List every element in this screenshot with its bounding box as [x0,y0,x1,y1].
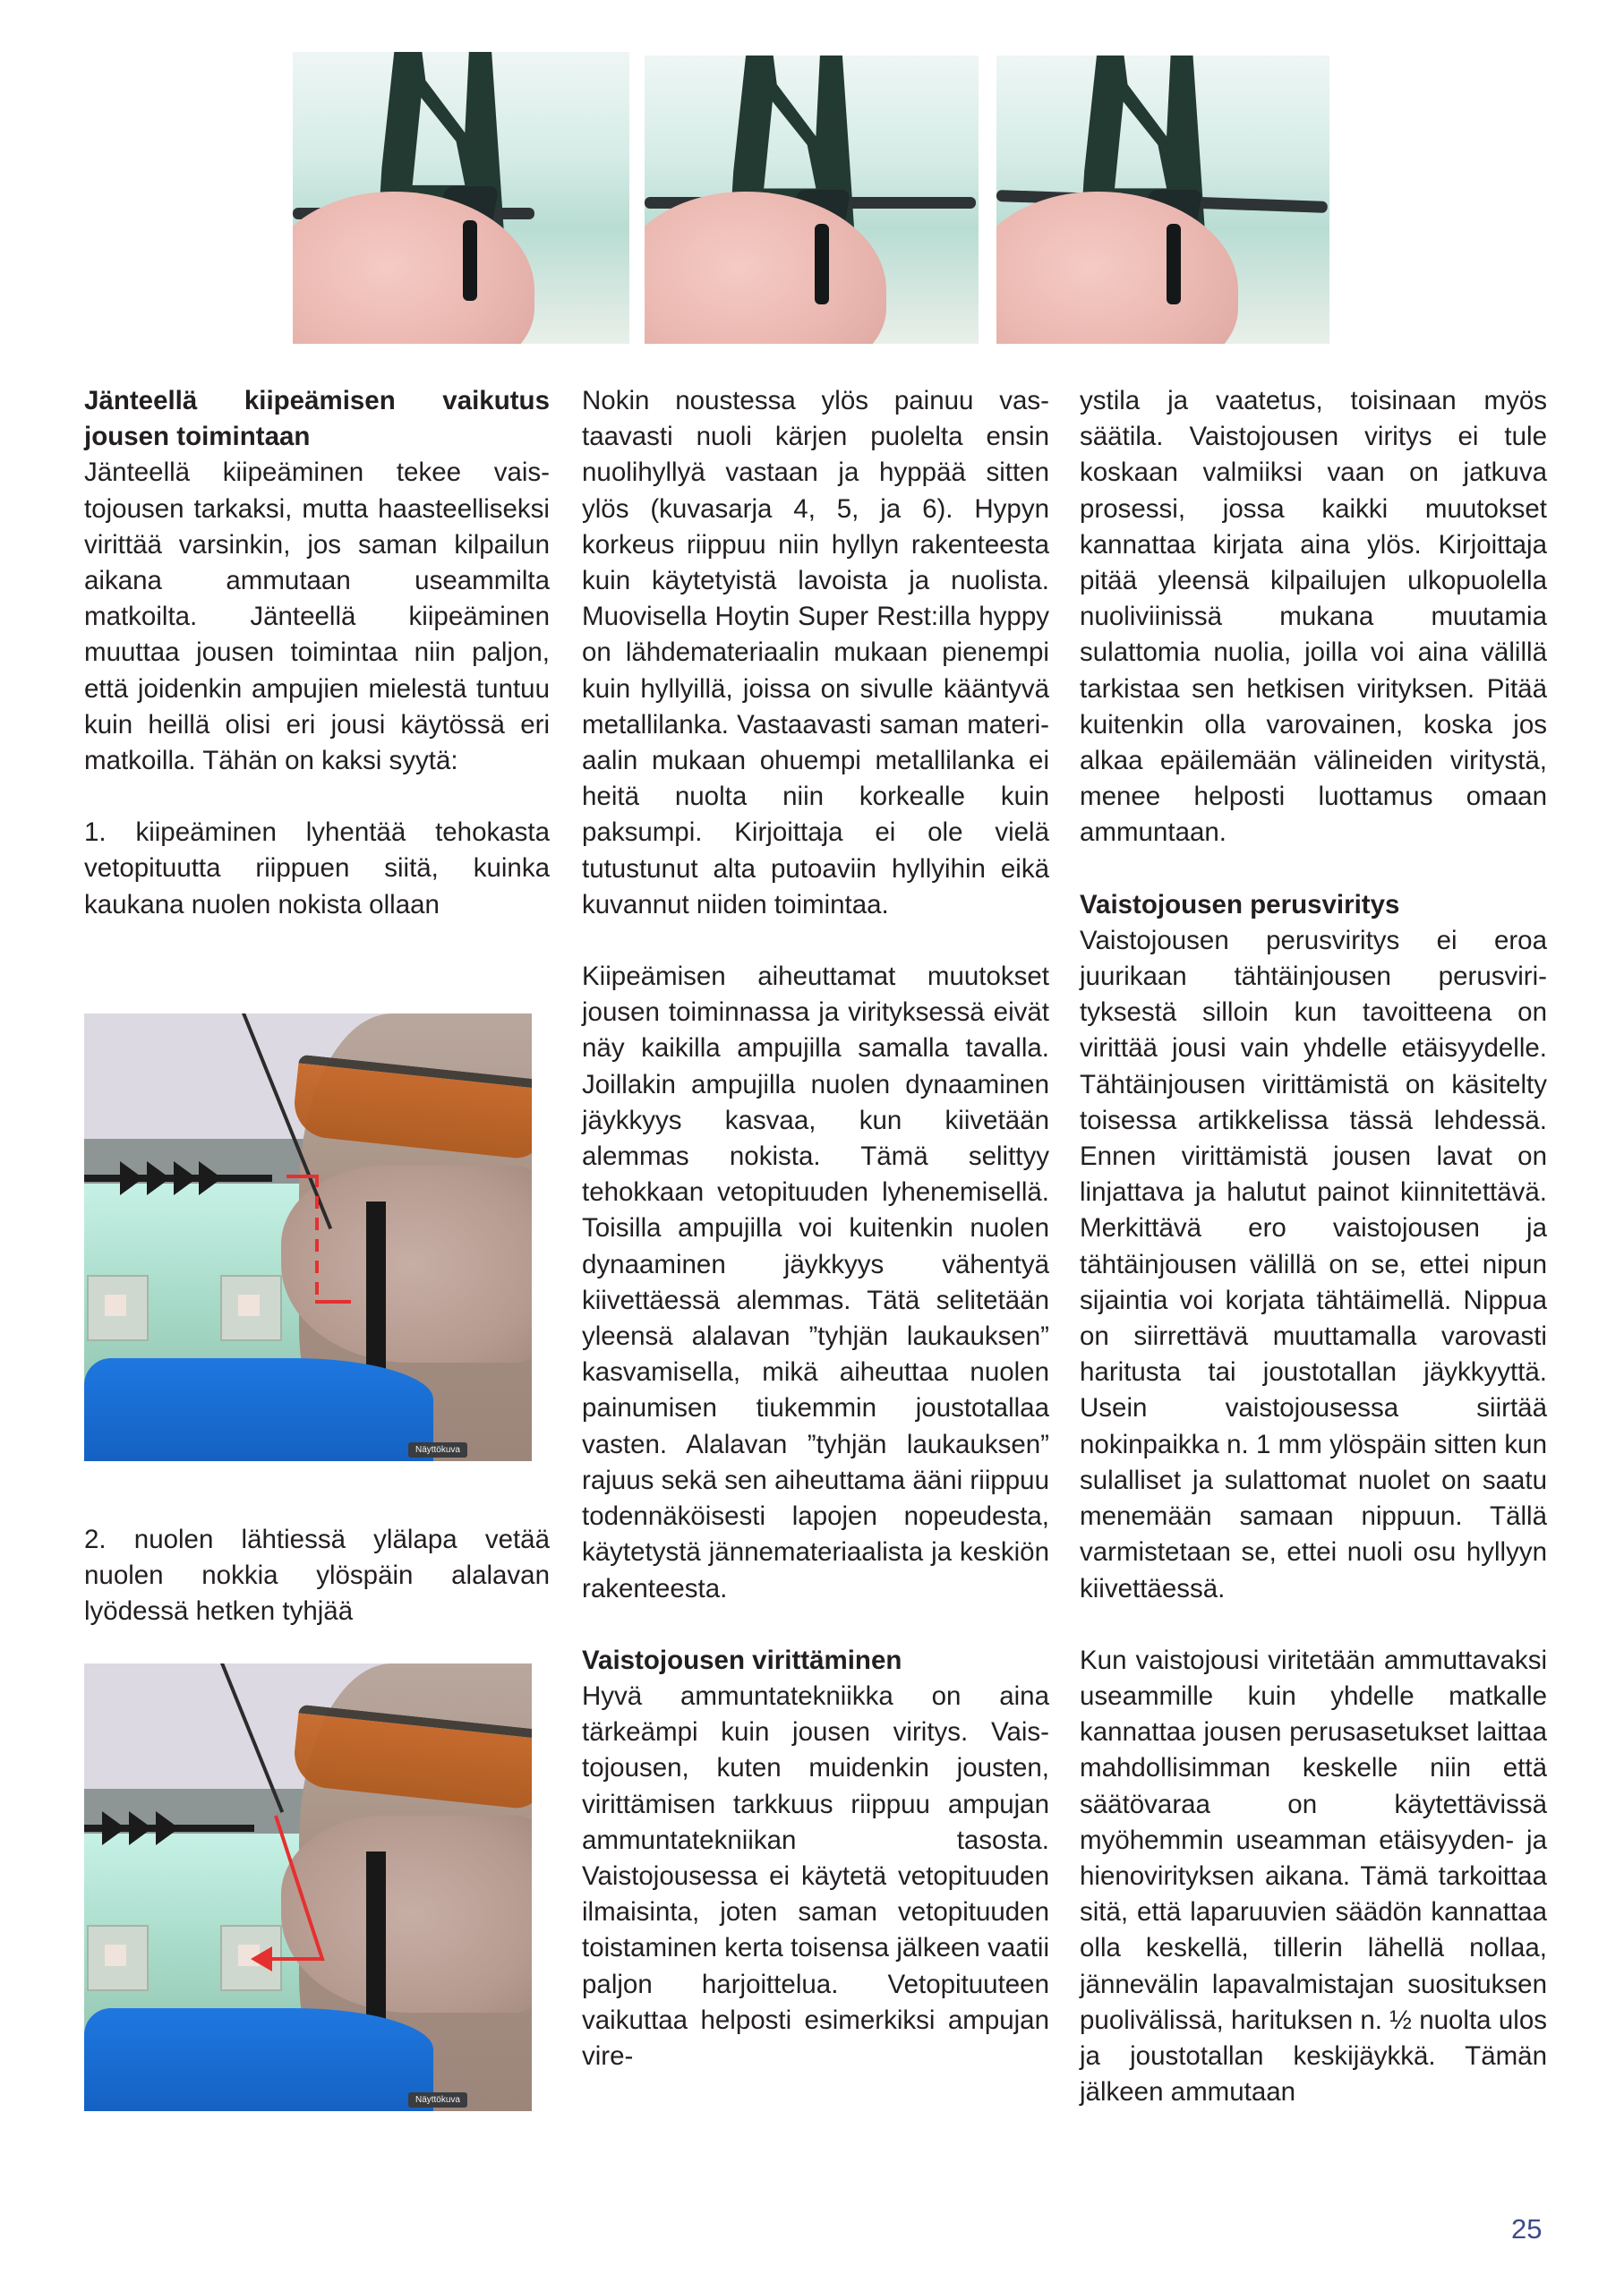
blue-jacket [84,1358,433,1461]
paragraph-reason-2: 2. nuolen lähtiessä ylälapa vetää nuolen nokkia ylöspäin alalavan lyödessä hetken tyhjää [84,1525,550,1627]
red-bracket-top [286,1175,319,1178]
paragraph-arrow-rest-jump: Nokin noustessa ylös painuu vastaavasti nuoli kärjen puolelta ensin nuolihyllyä vastaan ja hyppää sitten ylös (kuvasarja 4, 5, ja 6). Hypyn korkeus riippuu niin hyllyn rakenteesta kuin käytetyistä lavoista ja nuolista. Muovisella Hoytin Super Rest:illa hyppy on lähdemateriaalin mukaan pienempi kuin hyllyillä, joissa on sivulle kääntyvä metallilanka. Vastaavasti saman materiaalin mukaan ohuempi metallilanka ei heitä nuolta niin korkealle kuin paksumpi. Kirjoittaja ei ole vielä tutustunut alta putoaviin hyllyihin eikä kuvannut niiden toimintaa. [582,386,1049,919]
red-arrow-annotation [84,1663,532,2111]
column-2 [582,383,1049,2074]
column-1 [84,383,550,923]
finger-sling [1167,224,1181,304]
red-dashed-line [315,1175,319,1304]
anchor-photo-2 [84,1663,532,2111]
arrow-fletching [147,1161,170,1195]
anchor-photo-1 [84,1013,532,1461]
bow-grip-photo-1 [293,52,629,344]
photo-caption: Näyttökuva [408,1442,467,1458]
section-heading-basic-tuning: Vaistojousen perusviritys [1080,889,1400,919]
finger-sling [463,220,477,301]
paragraph-reason-1: 1. kiipeäminen lyhentää tehokasta vetopituutta riippuen siitä, kuinka kaukana nuolen nokista ollaan [84,817,550,919]
column-1-lower [84,1522,550,1630]
photo-caption: Näyttökuva [408,2092,467,2108]
paragraph-continuous-tuning: ystila ja vaatetus, toisinaan myös säätila. Vaistojousen viritys ei tule koskaan valmiiksi vaan on jatkuva prosessi, jossa kaikki muutokset kannattaa kirjata aina ylös. Kirjoittaja pitää yleensä kilpailujen ulkopuolella nuoliviinissä mukana muutamia sulattomia nuolia, joilla voi aina välillä tarkistaa sen hetkisen virityksen. Pitää kuitenkin olla varovainen, koska jos alkaa epäilemään välineiden viritystä, menee helposti luottamus omaan ammuntaan. [1080,386,1547,848]
arrow-fletching [174,1161,197,1195]
finger-sling [815,224,829,304]
red-bracket-bottom [315,1300,351,1304]
target-face [87,1275,149,1341]
bow-grip-photo-3 [996,56,1329,344]
section-heading-string-walking: Jänteellä kiipeämisen vaikutus jousen toimintaan [84,386,550,452]
paragraph-spine-changes: Kiipeämisen aiheuttamat muutokset jousen toiminnassa ja virityksessä eivät näy kaikilla ampujilla samalla tavalla. Joillakin ampujilla nuolen dynaaminen jäykkyys kasvaa, kun kiivetään alemmas nokista. Tämä selittyy tehokkaan vetopituuden lyhenemisellä. Toisilla ampujilla voi kuitenkin nuolen dynaaminen jäykkyys vähentyä kiivettäessä alemmas. Tätä selitetään yleensä alalavan ”tyhjän laukauksen” kasvamisella, mikä aiheuttaa nuolen painumisen tiukemmin joustotallaa vasten. Alalavan ”tyhjän laukauksen” rajuus sekä sen aiheuttama ääni riippuu todennäköisesti lapojen nopeudesta, käytetystä jännemateriaalista ja keskiön rakenteesta. [582,962,1049,1604]
paragraph-basic-tuning: Vaistojousen perusviritys ei eroa juurikaan tähtäinjousen perusvirityksestä silloin kun tavoitteena on virittää jousi vain yhdelle etäisyydelle. Tähtäinjousen virittämistä on käsitelty toisessa artikkelissa tässä lehdessä. Ennen virittämistä jousen lavat on linjattava ja halutut painot kiinnitettävä. Merkittävä ero vaistojousen ja tähtäinjousen välillä on se, ettei nipun sijaintia voi korjata tähtäimellä. Nippua on siirrettävä muuttamalla varovasti haritusta tai joustotallan jäykkyyttä. Usein vaistojousessa siirtää nokinpaikka n. 1 mm ylöspäin sitten kun sulalliset ja sulattomat nuolet on saatu menemään samaan nippuun. Tällä varmistetaan se, ettei nuoli osu hyllyyn kiivettäessä. [1080,925,1547,1604]
arrow-fletching [199,1161,222,1195]
arrow-fletching [120,1161,143,1195]
paragraph-tuning: Hyvä ammuntatekniikka on aina tärkeämpi kuin jousen viritys. Vaistojousen, kuten muidenkin jousten, virittämisen tarkkuus riippuu ampujan ammuntatekniikan tasosta. Vaistojousessa ei käytetä vetopituuden ilmaisinta, joten saman vetopituuden toistaminen kerta toisensa jälkeen vaatii paljon harjoittelua. Vetopituuteen vaikuttaa helposti esimerkiksi ampujan vire- [582,1681,1049,2071]
page-number: 25 [1511,2213,1543,2245]
paragraph-intro: Jänteellä kiipeäminen tekee vaistojousen tarkaksi, mutta haasteelliseksi virittää varsinkin, jos saman kilpailun aikana ammutaan useammilta matkoilta. Jänteellä kiipeäminen muuttaa jousen toimintaa niin paljon, että joidenkin ampujien mielestä tuntuu kuin heillä olisi eri jousi käytössä eri matkoilla. Tähän on kaksi syytä: [84,458,550,776]
section-heading-tuning: Vaistojousen virittäminen [582,1645,902,1675]
target-face [220,1275,282,1341]
column-3 [1080,383,1547,2110]
paragraph-multi-distance: Kun vaistojousi viritetään ammuttavaksi useammille kuin yhdelle matkalle kannattaa jousen perusasetukset laittaa mahdollisimman keskelle niin että säätövaraa on käytettävissä myöhemmin useamman etäisyyden- ja hienovirityksen aikana. Tämä tarkoittaa sitä, että laparuuvien säädön kannattaa olla keskellä, tillerin lähellä nollaa, jännevälin lapavalmistajan suosituksen puolivälissä, harituksen n. ½ nuolta ulos ja joustotallan keskijäykkä. Tämän jälkeen ammutaan [1080,1645,1547,2108]
bow-grip-photo-2 [645,56,979,344]
